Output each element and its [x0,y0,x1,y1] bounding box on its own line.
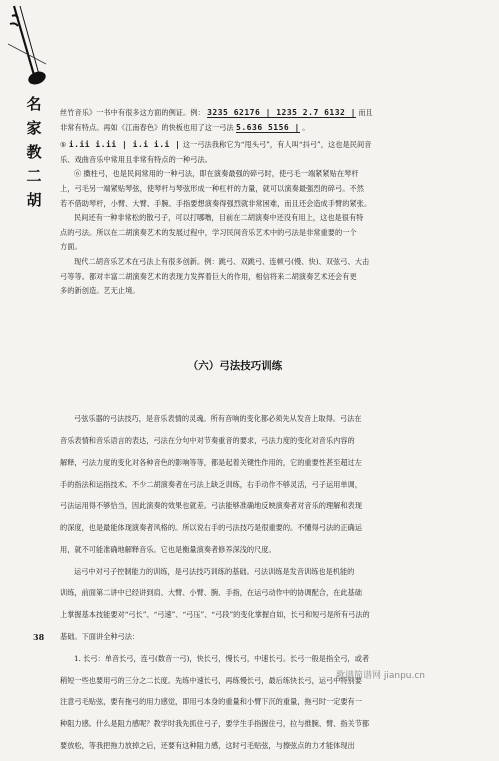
paragraph-line: 解释，弓法力度的变化对各种音色的影响等等，都是起着关键性作用的，它的重要性甚至超过左 [60,457,362,467]
paragraph-line: 基础。下面讲全种弓法： [60,632,140,641]
paragraph-line: 稍短一些也要用弓的三分之二长度。先练中速长弓，再练慢长弓，最后练快长弓，运弓中特别要 [60,675,362,685]
paragraph-line: 的深度，也是最能体现演奏者风格的。所以说右手的弓法技巧是很重要的。不懂得弓法的正确运 [60,523,362,533]
book-series-title [22,92,46,212]
site-watermark: 歌谱简谱网 jianpu.cn [336,671,426,681]
paragraph-line: 手的指法和运指技术。不少二胡演奏者在弓法上缺乏训练，右手动作不够灵活，弓子运用单调， [60,479,362,489]
paragraph-line: 丝竹音乐》一书中有很多这方面的例证。例： 3235 62176 | 1235 2.7 6132 | 而且 [60,108,373,117]
paragraph-line: 弓弦乐器的弓法技巧，是音乐表情的灵魂。所有音响的变化都必须先从发音上取得。弓法在 [74,414,362,424]
paragraph-line: 注意弓毛贴弦，要有拖弓的用力感觉，即用弓本身的重量和小臂下沉的重量，拖弓时一定要有一 [60,697,362,707]
paragraph-line: 民间还有一种非常松的散弓子，可以打哪噜，目前在二胡演奏中还没有用上，这也是很有特 [74,213,364,223]
title-char: 名 [26,95,42,113]
title-char: 教 [26,143,42,161]
title-char: 家 [26,119,42,137]
section-heading: （六）弓法技巧训练 [187,360,283,372]
paragraph-line: 方面。 [60,242,82,252]
paragraph-line: ⑥ 擞柱弓，也是民间常用的一种弓法，即在演奏最强的碎弓时，使弓毛一端紧紧贴在琴杆 [74,169,359,179]
jianpu-notation: 5.636 5156 | [236,122,300,132]
paragraph-line: 训练，前面第二讲中已经讲到肩、大臂、小臂、腕、手指，在运弓动作中的协调配合，在此基础 [60,588,362,598]
paragraph-line: 非常有特点。再如《江南春色》的快板也用了这一弓法 5.636 5156 | 。 [60,122,310,132]
top-text-block [60,106,460,299]
paragraph-line: 现代二胡音乐艺术在弓法上有很多创新。例：跳弓、双跳弓、连顿弓(慢、快)、双弦弓、大击 [74,256,370,266]
paragraph-line: 弓法运用得不够恰当，因此演奏的效果也就差。弓法能够准确地反映演奏者对音乐的理解和表现 [60,501,362,511]
paragraph-line: 上，弓毛另一端紧贴琴弦，使琴杆与琴弦形成一种杠杆的力量，就可以演奏最强烈的碎弓。不然 [60,183,364,193]
paragraph-line: ⑤ i.ii i.ii | i.i i.i | 这一弓法我称它为“甩头弓”，有人叫“抖弓”，这也是民间音 [60,140,372,150]
paragraph-line: 若不借助琴杆，小臂、大臂、手腕、手指要想演奏得强烈就非常困难，而且还会造成手臂的紧张。 [60,198,372,208]
paragraph-line: 乐、戏曲音乐中常用且非常有特点的一种弓法。 [60,154,212,164]
paragraph-line: 运弓中对弓子控制能力的训练，是弓法技巧训练的基础。弓法训练是发音训练也是机能的 [74,566,355,576]
jianpu-notation: i.ii i.ii | i.i i.i | [68,140,181,150]
paragraph-line: 点的弓法。所以在二胡演奏艺术的发展过程中，学习民间音乐艺术中的弓法是非常重要的一个 [60,227,357,237]
page-number: 38 [33,632,45,642]
paragraph-line: 用，就不可能准确地解释音乐。它也是衡量演奏者修养深浅的尺度。 [60,544,276,554]
sidebar [0,0,52,690]
paragraph-line: 弓等等。都对丰富二胡演奏艺术的表现力发挥着巨大的作用，相信将来二胡演奏艺术还会有更 [60,271,357,281]
title-char: 二 [26,167,42,185]
paragraph-line: 种阻力感。什么是阻力感呢？教学时我先抓住弓子，要学生手指握住弓，拉与推腕、臂、指关节都 [60,719,370,729]
paragraph-line: 音乐表情和音乐语言的表达，弓法在分句中对节奏重音的要求，弓法力度的变化对音乐内容的 [60,435,355,445]
jianpu-notation: 3235 62176 | 1235 2.7 6132 | [207,108,356,117]
bottom-text-block [60,405,460,761]
erhu-instrument-icon [6,4,50,94]
title-char: 胡 [26,191,42,209]
paragraph-line: 多的新创造。艺无止境。 [60,286,140,296]
paragraph-line: 上掌握基本技能要对“弓长”、“弓速”、“弓压”、“弓段”的变化掌握自如，长弓和短弓是所有弓法的 [60,610,370,620]
paragraph-line: 1. 长弓：单音长弓，连弓(数音一弓)，快长弓，慢长弓，中速长弓。长弓一般是指全弓，或者 [74,653,370,663]
paragraph-line: 要放松，等我把拖力放掉之后，还要有这种阻力感，这时弓毛贴弦，与擦弦点的力才能体现出 [60,740,355,750]
